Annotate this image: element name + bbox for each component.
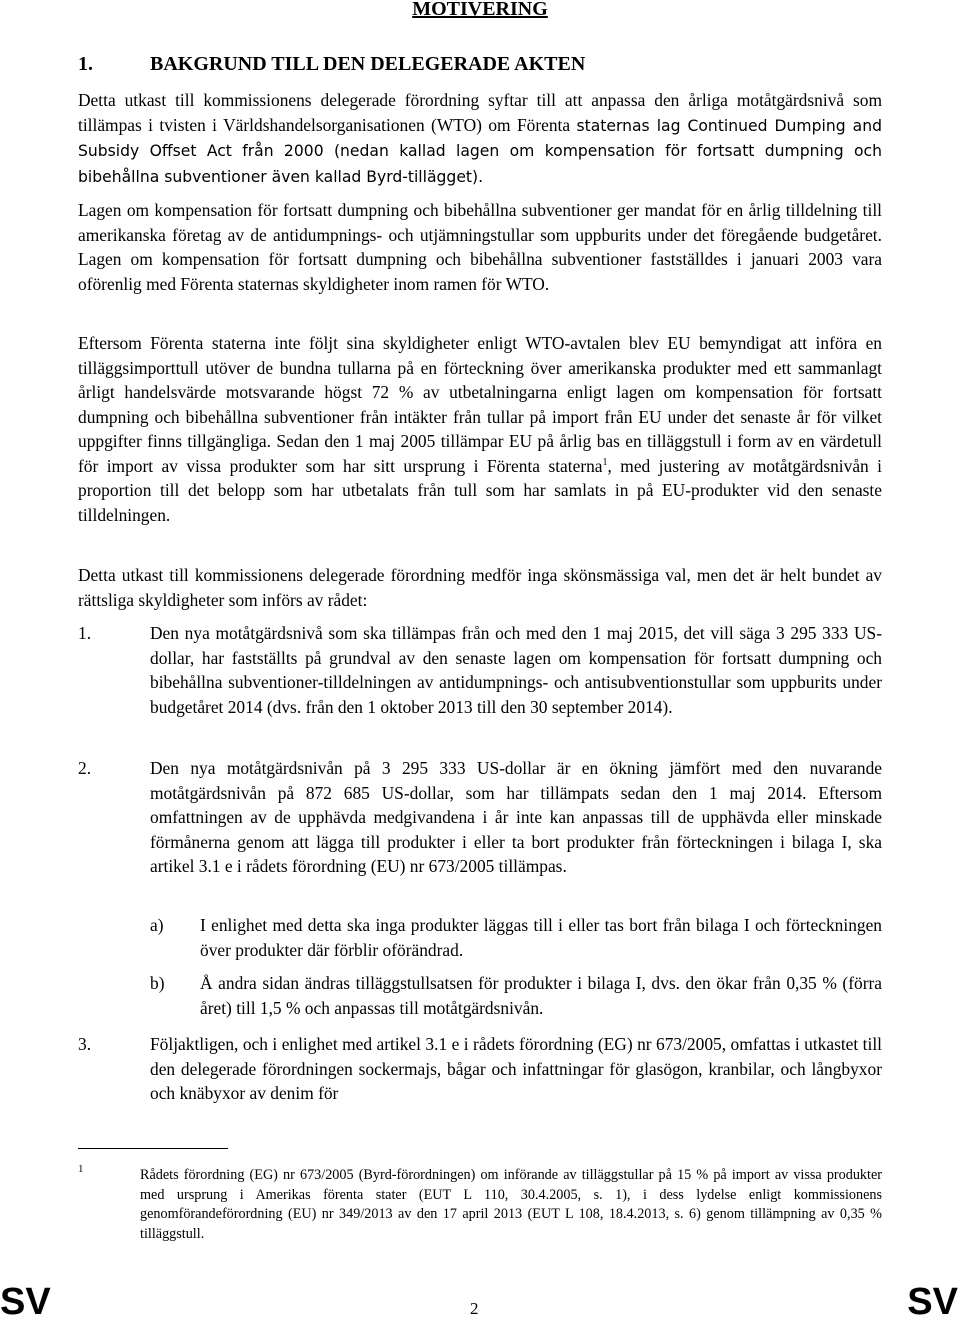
list-item-number: 1. [78, 623, 92, 643]
list-item-number: 3. [78, 1034, 92, 1054]
footnote-number: 1 [78, 1163, 84, 1175]
section-number: 1. [78, 53, 93, 75]
language-code-left: SV [0, 1281, 51, 1323]
list-item-text: Följaktligen, och i enlighet med artikel 3.1 e i rådets förordning (EG) nr 673/2005, omfattas i utkastet till den delegerade förordningen sockermajs, bågar och infattningar för glasögon, kranbilar, och långbyxor och knäbyxor av denim för [150, 1034, 882, 1103]
sub-list-item-text: Å andra sidan ändras tilläggstullsatsen för produkter i bilaga I, dvs. den ökar från 0,35 % (förra året) till 1,5 % och anpassas till motåtgärdsnivån. [200, 973, 882, 1018]
section-title: BAKGRUND TILL DEN DELEGERADE AKTEN [150, 53, 586, 75]
footnote-text: Rådets förordning (EG) nr 673/2005 (Byrd-förordningen) om införande av tilläggstullar på 15 % på import av vissa produkter med ursprung i Amerikas förenta stater (EUT L 110, 30.4.2005, s. 1), i dess lydelse enligt kommissionens genomförandeförordning (EU) nr 349/2013 av den 17 april 2013 (EUT L 108, 18.4.2013, s. 6) genom tillämpning av 0,35 % tilläggstull. [140, 1167, 882, 1242]
paragraph-countermeasure [78, 331, 882, 527]
paragraph-law: Lagen om kompensation för fortsatt dumpning och bibehållna subventioner ger mandat för en årlig tilldelning till amerikanska företag av de antidumpnings- och utjämningstullar som uppburits under det föregående budgetåret. Lagen om kompensation för fortsatt dumpning och bibehållna subventioner fastställdes i januari 2003 vara oförenlig med Förenta staternas skyldigheter inom ramen för WTO. [78, 200, 882, 294]
paragraph-intro-part1: Detta utkast till kommissionens delegerade förordning syftar till att anpassa den årliga motåtgärdsnivå som tillämpas i tvisten i Världshandelsorganisationen (WTO) om Förenta [78, 90, 882, 135]
sub-list-item-letter: a) [150, 915, 164, 935]
paragraph-intro [78, 88, 882, 189]
section-heading [78, 52, 585, 76]
paragraph-countermeasure-text-cont: , med justering av motåtgärdsnivån i proportion till det belopp som har utbetalats från tull som har samlats in på EU-produkter vid den senaste tilldelningen. [78, 455, 882, 525]
paragraph-countermeasure-text: Eftersom Förenta staterna inte följt sina skyldigheter enligt WTO-avtalen blev EU bemyndigat att införa en tilläggsimporttull utöver de bundna tullarna på en förteckning över amerikanska produkter med ett sammanlagt årligt handelsvärde motsvarande högst 72 % av utbetalningarna enligt lagen om kompensation för fortsatt dumpning och bibehållna subventioner från intäkter från tullar på import från EU under det senaste år för vilket uppgifter finns tillgängliga. Sedan den 1 maj 2005 tillämpar EU på årlig bas en tilläggstull i form av en värdetull för import av vissa produkter som har sitt ursprung i Förenta staterna [78, 333, 882, 476]
paragraph-discretion: Detta utkast till kommissionens delegerade förordning medför inga skönsmässiga val, men det är helt bundet av rättsliga skyldigheter som införs av rådet: [78, 565, 882, 610]
list-item-text: Den nya motåtgärdsnivå som ska tillämpas från och med den 1 maj 2015, det vill säga 3 295 333 US-dollar, har fastställts på grundval av den senaste lagen om kompensation för fortsatt dumpning och bibehållna subventioner-tilldelningen av antidumpnings- och antisubventionstullar som uppburits under budgetåret 2014 (dvs. från den 1 oktober 2013 till den 30 september 2014). [150, 623, 882, 717]
footnote-reference[interactable]: 1 [602, 456, 608, 468]
page-title: MOTIVERING [412, 0, 548, 20]
language-code-right: SV [907, 1281, 958, 1323]
paragraph-intro-part2: staternas lag Continued Dumping and Subsidy Offset Act från 2000 (nedan kallad lagen om kompensation för fortsatt dumpning och bibehållna subventioner även kallad Byrd-tillägget). [78, 116, 882, 186]
sub-list-item-letter: b) [150, 973, 165, 993]
page-number: 2 [470, 1299, 479, 1318]
list-item-text: Den nya motåtgärdsnivån på 3 295 333 US-dollar är en ökning jämfört med den nuvarande motåtgärdsnivån på 872 685 US-dollar, som har tillämpats sedan den 1 maj 2014. Eftersom omfattningen av de upphävda medgivandena i år inte kan anpassas till de upphävda eller minskade förmånerna genom att lägga till produkter i eller ta bort produkter från förteckningen i bilaga I, ska artikel 3.1 e i rådets förordning (EU) nr 673/2005 tillämpas. [150, 758, 882, 876]
footnote-divider [78, 1148, 228, 1149]
list-item-number: 2. [78, 758, 92, 778]
sub-list-item-text: I enlighet med detta ska inga produkter läggas till i eller tas bort från bilaga I och förteckningen över produkter där förblir oförändrad. [200, 915, 882, 960]
